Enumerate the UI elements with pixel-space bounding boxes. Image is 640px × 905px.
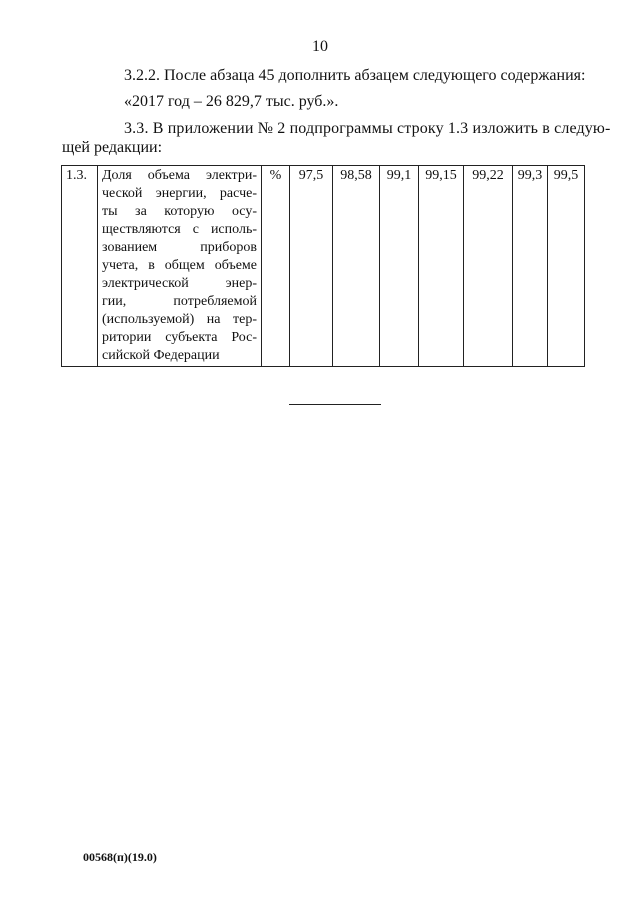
description-line: электрической энер-: [102, 276, 257, 291]
paragraph-3-2-2: 3.2.2. После абзаца 45 дополнить абзацем следующего содержания:: [124, 67, 586, 84]
description-line: зованием приборов: [102, 240, 257, 255]
description-line: ществляются с исполь-: [102, 222, 257, 237]
amendment-table: [61, 165, 585, 367]
unit-cell: %: [262, 166, 290, 367]
indicator-description-cell: [98, 166, 262, 367]
value-cell: 99,22: [464, 166, 513, 367]
paragraph-3-3-line-1: 3.3. В приложении № 2 подпрограммы строку 1.3 изложить в следую-: [124, 120, 611, 137]
description-line: Доля объема электри-: [102, 168, 257, 183]
value-cell: 99,15: [419, 166, 464, 367]
description-line: (используемой) на тер-: [102, 312, 257, 327]
table-row: [62, 166, 585, 367]
value-cell: 99,3: [513, 166, 548, 367]
row-number-cell: 1.3.: [62, 166, 98, 367]
value-cell: 99,1: [380, 166, 419, 367]
description-line: сийской Федерации: [102, 348, 220, 363]
paragraph-3-3-line-2: щей редакции:: [62, 139, 163, 156]
description-line: ритории субъекта Рос-: [102, 330, 257, 345]
document-code: 00568(п)(19.0): [83, 850, 157, 864]
value-cell: 97,5: [290, 166, 333, 367]
description-line: учета, в общем объеме: [102, 258, 257, 273]
value-cell: 99,5: [548, 166, 585, 367]
description-line: ты за которую осу-: [102, 204, 257, 219]
page-number: 10: [312, 38, 328, 55]
paragraph-2017-amount: «2017 год – 26 829,7 тыс. руб.».: [124, 93, 339, 110]
value-cell: 98,58: [333, 166, 380, 367]
end-divider-line: [289, 404, 381, 405]
description-line: гии, потребляемой: [102, 294, 257, 309]
description-line: ческой энергии, расче-: [102, 186, 257, 201]
